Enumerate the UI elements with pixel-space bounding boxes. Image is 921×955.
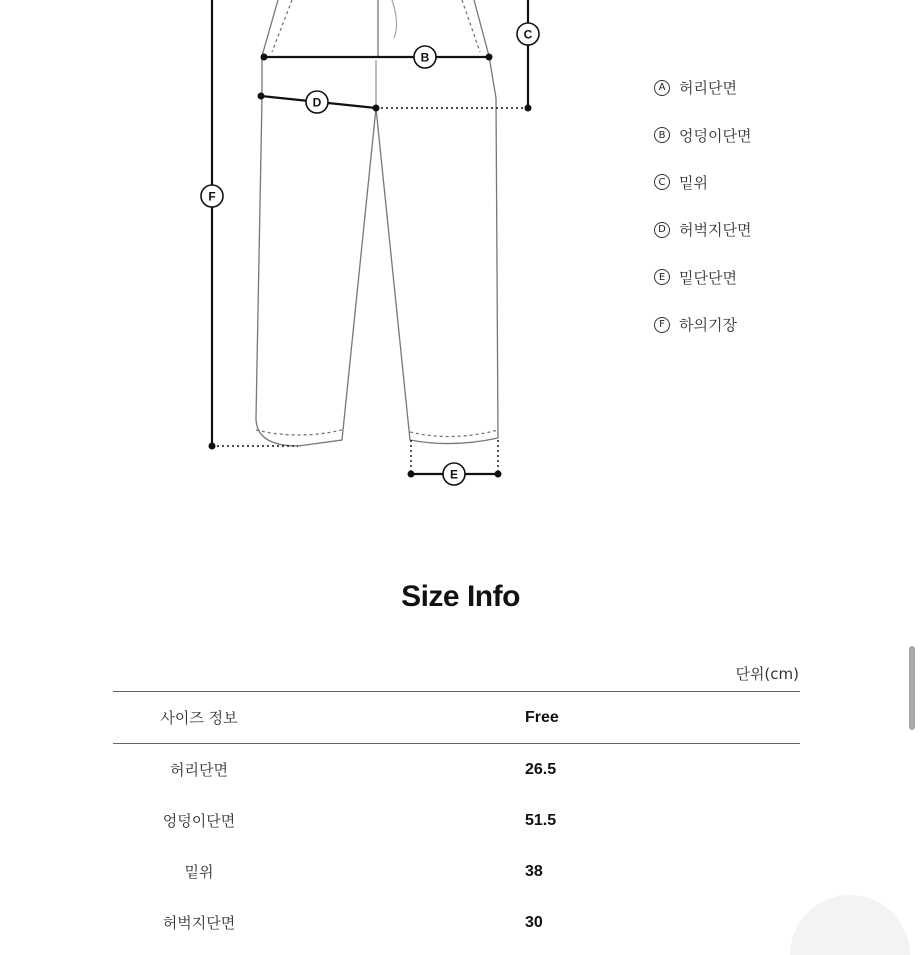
legend-item-d — [654, 206, 751, 253]
measure-line-f — [209, 0, 299, 450]
size-info-title: Size Info — [401, 580, 520, 613]
legend-letter-badge: E — [654, 269, 670, 285]
legend-label: 엉덩이단면 — [679, 126, 752, 145]
svg-text:C: C — [523, 27, 533, 42]
legend-letter-badge: A — [654, 80, 670, 96]
marker-e — [443, 463, 465, 485]
legend-label: 허벅지단면 — [679, 221, 752, 240]
row-value: 26.5 — [525, 760, 557, 778]
legend-letter-badge: C — [654, 174, 670, 190]
svg-text:F: F — [208, 189, 216, 204]
table-row — [113, 846, 800, 897]
row-label: 허리단면 — [170, 761, 228, 779]
pants-outline — [256, 0, 498, 446]
legend-label: 밑단단면 — [679, 268, 737, 287]
legend-item-f — [654, 301, 751, 348]
legend-item-b — [654, 111, 751, 158]
svg-text:B: B — [420, 50, 430, 65]
legend-item-e — [654, 254, 751, 301]
marker-f — [201, 185, 223, 207]
legend-letter-badge: D — [654, 222, 670, 238]
floating-button[interactable] — [790, 895, 910, 955]
marker-d — [306, 91, 328, 113]
row-label: 허벅지단면 — [162, 914, 236, 932]
row-value: 38 — [525, 862, 543, 880]
table-row — [113, 897, 800, 948]
measure-line-b — [261, 54, 493, 61]
table-header-row — [113, 692, 800, 744]
table-row — [113, 795, 800, 846]
legend-item-c — [654, 159, 751, 206]
svg-text:E: E — [449, 467, 459, 482]
measurement-legend — [654, 64, 751, 348]
legend-letter-badge: B — [654, 127, 670, 143]
size-table — [113, 691, 800, 948]
vertical-scrollbar[interactable] — [909, 646, 915, 730]
legend-label: 밑위 — [679, 173, 708, 192]
row-label: 엉덩이단면 — [162, 812, 236, 830]
row-label: 밑위 — [184, 863, 214, 881]
header-size-free: Free — [525, 708, 559, 726]
legend-letter-badge: F — [654, 317, 670, 333]
row-value: 30 — [525, 913, 543, 931]
legend-item-a — [654, 64, 751, 111]
measure-line-c — [376, 0, 532, 112]
row-value: 51.5 — [525, 811, 557, 829]
svg-text:D: D — [312, 95, 322, 110]
legend-label: 하의기장 — [679, 316, 737, 335]
marker-c — [517, 23, 539, 45]
marker-b — [414, 46, 436, 68]
unit-label: 단위(cm) — [735, 665, 799, 683]
header-size-info: 사이즈 정보 — [160, 709, 238, 727]
table-row — [113, 744, 800, 796]
legend-label: 허리단면 — [679, 79, 737, 98]
